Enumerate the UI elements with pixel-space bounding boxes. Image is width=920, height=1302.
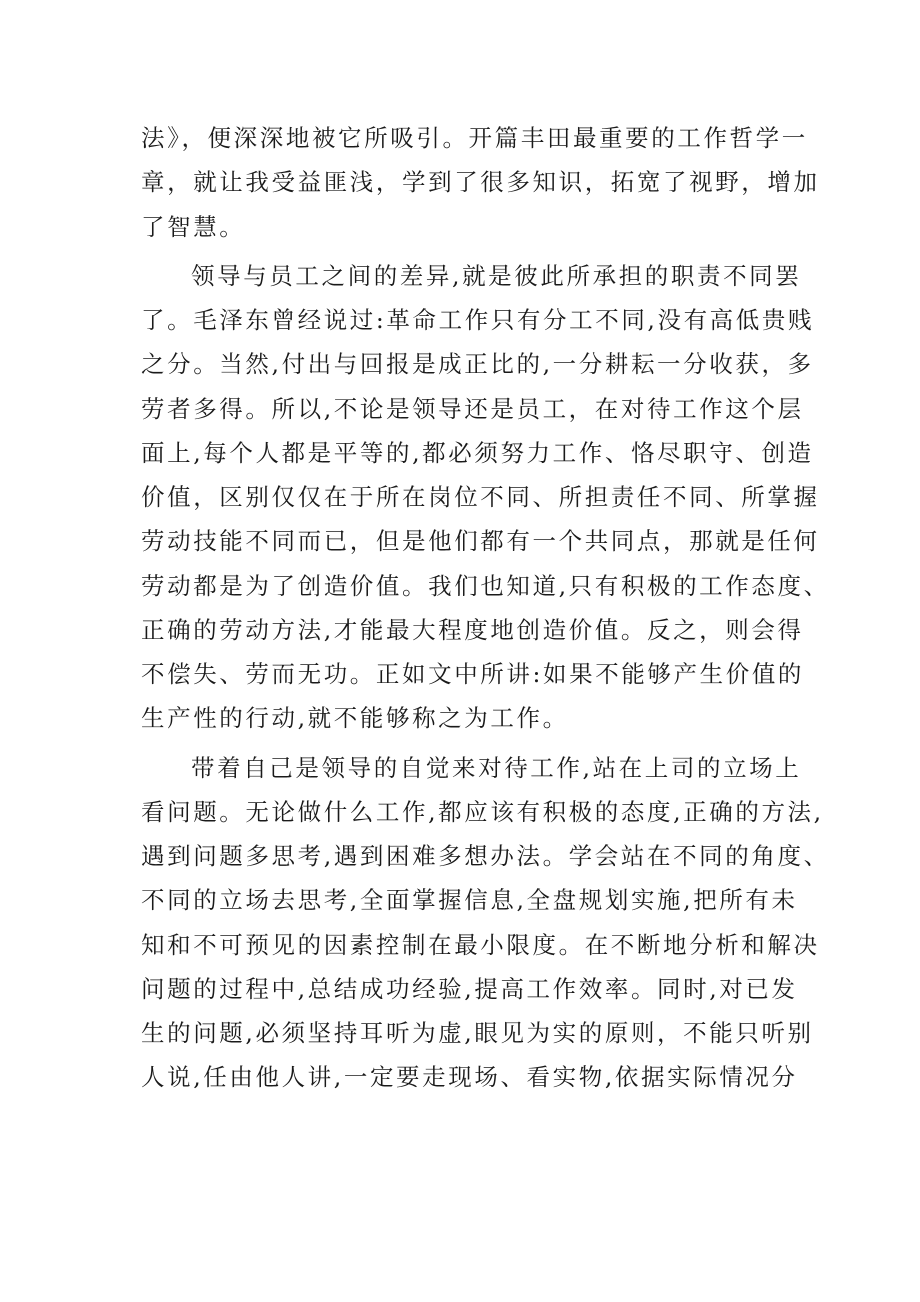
paragraph-3 xyxy=(141,746,830,1100)
paragraph-line: 生的问题,必须坚持耳听为虚,眼见为实的原则，不能只听别 xyxy=(141,1019,814,1047)
body-text xyxy=(141,116,830,1100)
paragraph-line: 面上,每个人都是平等的,都必须努力工作、恪尽职守、创造 xyxy=(141,438,814,467)
paragraph-line: 看问题。无论做什么工作,都应该有积极的态度,正确的方法, xyxy=(141,797,824,826)
paragraph-line: 生产性的行动,就不能够称之为工作。 xyxy=(141,704,569,733)
paragraph-line: 正确的劳动方法,才能最大程度地创造价值。反之，则会得 xyxy=(141,615,804,644)
paragraph-line: 法》，便深深地被它所吸引。开篇丰田最重要的工作哲学一 xyxy=(141,124,808,152)
paragraph-line: 劳动都是为了创造价值。我们也知道,只有积极的工作态度、 xyxy=(141,571,830,600)
paragraph-line: 问题的过程中,总结成功经验,提高工作效率。同时,对已发 xyxy=(141,974,798,1003)
paragraph-line: 知和不可预见的因素控制在最小限度。在不断地分析和解决 xyxy=(141,930,820,959)
paragraph-line: 遇到问题多思考,遇到困难多想办法。学会站在不同的角度、 xyxy=(141,842,830,870)
paragraph-line: 劳者多得。所以,不论是领导还是员工，在对待工作这个层 xyxy=(141,394,804,423)
paragraph-line: 了。毛泽东曾经说过:革命工作只有分工不同,没有高低贵贱 xyxy=(141,306,815,334)
paragraph-line: 价值，区别仅仅在于所在岗位不同、所担责任不同、所掌握 xyxy=(141,483,820,511)
paragraph-1 xyxy=(141,116,820,249)
paragraph-line: 章，就让我受益匪浅，学到了很多知识，拓宽了视野，增加 xyxy=(141,168,820,197)
paragraph-line: 不偿失、劳而无功。正如文中所讲:如果不能够产生价值的 xyxy=(141,660,805,688)
paragraph-line: 之分。当然,付出与回报是成正比的,一分耕耘一分收获，多 xyxy=(141,350,814,379)
paragraph-line: 不同的立场去思考,全面掌握信息,全盘规划实施,把所有未 xyxy=(141,886,798,915)
paragraph-2 xyxy=(141,254,830,741)
paragraph-line: 领导与员工之间的差异,就是彼此所承担的职责不同罢 xyxy=(191,261,802,290)
paragraph-line: 带着自己是领导的自觉来对待工作,站在上司的立场上 xyxy=(191,753,802,782)
paragraph-line: 劳动技能不同而已，但是他们都有一个共同点，那就是任何 xyxy=(141,527,820,556)
paragraph-line: 人说,任由他人讲,一定要走现场、看实物,依据实际情况分 xyxy=(141,1063,798,1092)
paragraph-line: 了智慧。 xyxy=(141,212,246,241)
